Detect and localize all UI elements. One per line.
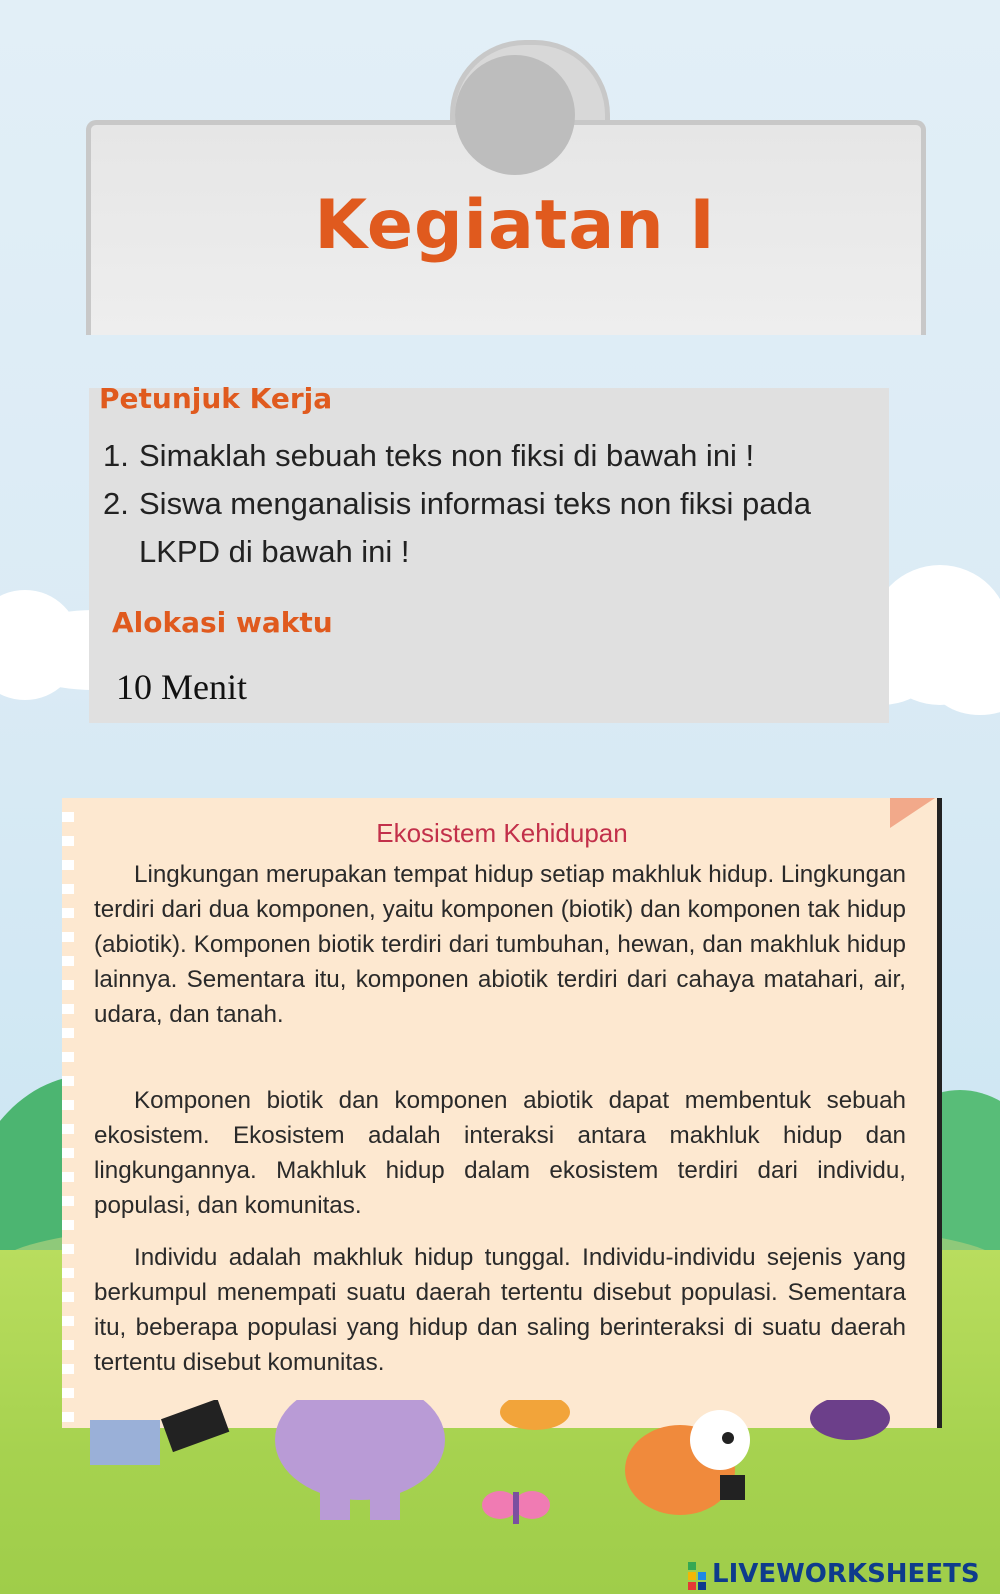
- time-value: 10 Menit: [116, 667, 247, 707]
- butterfly-icon: [482, 1491, 550, 1524]
- shoe: [810, 1400, 890, 1440]
- character-leg: [90, 1420, 160, 1465]
- page-title: Kegiatan I: [314, 186, 716, 265]
- brand-watermark[interactable]: LIVEWORKSHEETS: [712, 1559, 980, 1589]
- instruction-heading: Petunjuk Kerja: [99, 382, 333, 415]
- instruction-list: [103, 432, 883, 576]
- article-paragraph: Lingkungan merupakan tempat hidup setiap makhluk hidup. Lingkungan terdiri dari dua komponen, yaitu komponen (biotik) dan komponen tak hidup (abiotik). Komponen biotik terdiri dari tumbuhan, hewan, dan makhluk hidup lainnya. Sementara itu, komponen abiotik terdiri dari cahaya matahari, air, udara, dan tanah.: [94, 861, 906, 1028]
- book-icon: [161, 1400, 229, 1452]
- list-text: Siswa menganalisis informasi teks non fiksi pada LKPD di bawah ini !: [139, 486, 811, 569]
- list-item: [103, 432, 883, 480]
- puzzle-piece-icon: [720, 1475, 745, 1500]
- liveworksheets-logo-icon: [688, 1562, 710, 1590]
- article-paragraph: Komponen biotik dan komponen abiotik dapat membentuk sebuah ekosistem. Ekosistem adalah interaksi antara makhluk hidup dan lingkungannya. Makhluk hidup dalam ekosistem terdiri dari individu, populasi, dan komunitas.: [94, 1087, 906, 1219]
- list-number: 2.: [103, 486, 129, 521]
- list-item: [103, 480, 883, 576]
- list-number: 1.: [103, 438, 129, 473]
- article-title: Ekosistem Kehidupan: [376, 818, 628, 848]
- purple-creature: [275, 1400, 445, 1500]
- title-circle-decoration: [455, 55, 575, 175]
- list-text: Simaklah sebuah teks non fiksi di bawah ini !: [139, 438, 755, 473]
- shoe: [500, 1400, 570, 1430]
- article-paragraph: Individu adalah makhluk hidup tunggal. Individu-individu sejenis yang berkumpul menempati suatu daerah tertentu disebut populasi. Sementara itu, beberapa populasi yang hidup dan saling berinteraksi di suatu daerah tertentu disebut komunitas.: [94, 1244, 906, 1376]
- time-heading: Alokasi waktu: [112, 606, 333, 639]
- article-torn-edge: [62, 798, 74, 1428]
